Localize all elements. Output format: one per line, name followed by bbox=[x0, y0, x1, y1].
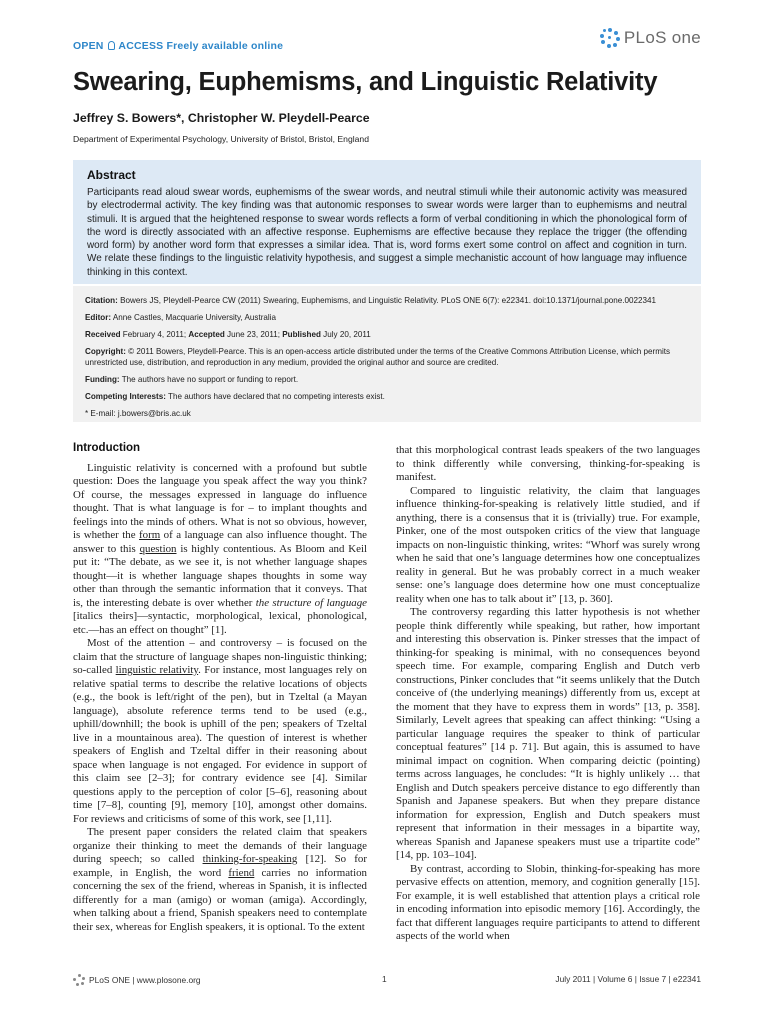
copyright-text: © 2011 Bowers, Pleydell-Pearce. This is an open-access article distributed under the terms of the Creative Commons Attribution License, which permits unrestricted use, distribution, and reproduction in any medium, provided the original author and source are credited. bbox=[85, 347, 671, 367]
body-paragraph: Linguistic relativity is concerned with a profound but subtle question: Does the language you speak affect the way you think? Of course, the messages expressed in language do influence thought. That is what language is for – to implant thoughts and feelings into the minds of others. What is not so obvious, however, is whether the form of a language can also influence thought. The answer to this question is highly contentious. As Bloom and Keil put it: “The debate, as we see it, is not whether language shapes thought—it is whether language shapes thoughts in some way other than through the semantic information that it conveys. That is, the interesting debate is over whether the structure of language [italics theirs]—syntactic, morphological, lexical, phonological, etc.—has an effect on thought” [1]. bbox=[73, 461, 368, 636]
page-number: 1 bbox=[382, 974, 387, 984]
body-paragraph: By contrast, according to Slobin, thinking-for-speaking has more pervasive effects on attention, memory, and cognition generally [15]. For example, it is well established that attention plays a critical role in encoding information into episodic memory [16]. Accordingly, the fact that different languages require participants to attend to different aspects of the world when bbox=[396, 862, 700, 942]
term-link-linguistic-relativity[interactable]: linguistic relativity bbox=[115, 664, 199, 676]
funding-label: Funding: bbox=[85, 374, 120, 384]
author-list: Jeffrey S. Bowers*, Christopher W. Pleydell-Pearce bbox=[73, 111, 370, 125]
citation-label: Citation: bbox=[85, 296, 118, 305]
underlined-term: form bbox=[139, 529, 161, 541]
body-paragraph: Most of the attention – and controversy – is focused on the claim that the structure of language shapes non-linguistic thinking; so-called linguistic relativity. For instance, most languages rely on relative spatial terms to describe the relative locations of objects (e.g., the book is left/right of the pen), but in Tzeltal (a Mayan language), absolute reference terms tend to be used (e.g., uphill/downhill; the book is uphill of the pen; speakers of Tzeltal live in a mountainous area). The question of interest is whether speakers of English and Tzeltal differ in their reasoning about space when language is not engaged. For evidence in support of this claim see [2–3]; for contrary evidence see [4]. Similar questions apply to the perception of color [5–6], reasoning about time [7–8], counting [9], memory [10], amongst other domains. For reviews and criticisms of some of this work, see [1,11]. bbox=[73, 637, 367, 825]
body-paragraph: Compared to linguistic relativity, the claim that languages influence thinking-for-speaking is relatively little studied, and if anything, there is a consensus that it is (trivially) true. For example, Pinker, one of the most outspoken critics of the view that language impacts on non-linguistic thinking, writes: “Whorf was surely wrong when he said that one’s language determines how one conceptualizes reality in general. But he was probably correct in a much weaker sense: one’s language does determine how one must conceptualize reality when one has to talk about it” [13, p. 360]. bbox=[396, 484, 700, 605]
underlined-term: friend bbox=[228, 866, 255, 879]
italic-phrase: the structure of language bbox=[255, 596, 367, 609]
published-label: Published bbox=[282, 330, 321, 340]
open-lock-icon bbox=[108, 41, 115, 50]
plos-dots-icon bbox=[600, 28, 620, 48]
competing-interests-text: The authors have declared that no competing interests exist. bbox=[165, 392, 385, 402]
paper-title: Swearing, Euphemisms, and Linguistic Relativity bbox=[73, 68, 658, 96]
journal-header bbox=[73, 28, 701, 58]
citation-line bbox=[85, 296, 689, 307]
dates-line bbox=[85, 330, 689, 341]
received-label: Received bbox=[85, 330, 121, 340]
competing-interests-line bbox=[85, 392, 689, 403]
plos-dots-icon bbox=[73, 974, 85, 986]
editor-text: Anne Castles, Macquarie University, Australia bbox=[111, 313, 277, 323]
copyright-label: Copyright: bbox=[85, 347, 126, 357]
citation-text: Bowers JS, Pleydell-Pearce CW (2011) Swearing, Euphemisms, and Linguistic Relativity. PLoS ONE 6(7): e22341. doi:10.1371/journal.pone.0022341 bbox=[117, 296, 657, 305]
journal-logo-text: PLoS one bbox=[623, 28, 701, 47]
footer-journal-text: PLoS ONE | www.plosone.org bbox=[89, 975, 201, 985]
page-footer bbox=[73, 974, 701, 988]
article-info-box bbox=[73, 286, 701, 422]
accepted-label: Accepted bbox=[188, 330, 225, 340]
abstract-text: Participants read aloud swear words, euphemisms of the swear words, and neutral stimuli while their autonomic activity was measured by electrodermal activity. The key finding was that autonomic responses to swear words were larger than to euphemisms and neutral stimuli. It is argued that the heightened response to swear words reflects a form of verbal conditioning in which the phonological form of the word is directly associated with an affective response. Euphemisms are effective because they replace the trigger (the offending word form) by another word form that expresses a similar idea. That is, word forms exert some control on affect and cognition in turn. We relate these findings to the linguistic relativity hypothesis, and suggest a simple mechanistic account of how language may influence thinking in this context. bbox=[87, 187, 687, 278]
author-affiliation: Department of Experimental Psychology, University of Bristol, Bristol, England bbox=[73, 134, 369, 144]
accepted-date: June 23, 2011; bbox=[224, 330, 283, 340]
footer-issue-info: July 2011 | Volume 6 | Issue 7 | e22341 bbox=[555, 974, 701, 984]
open-access-badge bbox=[73, 40, 283, 52]
term-link-thinking-for-speaking[interactable]: thinking-for-speaking bbox=[202, 853, 298, 865]
underlined-term: question bbox=[139, 542, 177, 555]
section-heading-introduction: Introduction bbox=[73, 442, 141, 454]
body-column-right bbox=[396, 444, 700, 944]
editor-line bbox=[85, 313, 689, 324]
body-paragraph: that this morphological contrast leads speakers of the two languages to think differently while conversing, thinking-for-speaking is manifest. bbox=[396, 444, 700, 483]
competing-interests-label: Competing Interests: bbox=[85, 392, 166, 402]
published-date: July 20, 2011 bbox=[320, 330, 371, 340]
editor-label: Editor: bbox=[85, 313, 112, 323]
footer-journal bbox=[73, 974, 201, 986]
body-column-left bbox=[73, 442, 367, 934]
email-line: * E-mail: j.bowers@bris.ac.uk bbox=[85, 409, 191, 419]
abstract-heading: Abstract bbox=[87, 168, 136, 182]
open-access-label-start: OPEN bbox=[73, 40, 104, 52]
funding-line bbox=[85, 375, 689, 386]
funding-text: The authors have no support or funding to report. bbox=[119, 374, 299, 384]
body-paragraph: The controversy regarding this latter hypothesis is not whether people think differently while speaking, but rather, how important and interesting this observation is. Pinker stresses that the impact of thinking-for speaking is minimal, with no consequences beyond speech time. For example, comparing English and Dutch verb constructions, Pinker concludes that “it seems unlikely that the Dutch conceive of (the underlying meanings) differently from us, except at the moment that they have to express them in words” [13, p. 358]. Similarly, Levelt agrees that speaking can affect thinking: “Using a particular language requires the speaker to think of particular conceptual features” [14 p. 71]. But again, this is assumed to have minimal impact on cognition. When comparing deictic (pointing) terms across languages, he concludes: “It is highly unlikely … that English and Dutch speakers perceive distance to ego differently than Spanish and Japanese speakers. But when they prepare distance information for expression, English and Dutch speakers must represent that information in their messages in a bipartite way, whereas Spanish and Japanese speakers must use a tripartite code” [14, pp. 103–104]. bbox=[396, 606, 700, 861]
received-date: February 4, 2011; bbox=[120, 330, 189, 340]
journal-logo bbox=[600, 24, 701, 52]
copyright-line bbox=[85, 347, 689, 368]
open-access-label-end: ACCESS Freely available online bbox=[118, 40, 284, 52]
abstract-box bbox=[73, 160, 701, 284]
body-paragraph: The present paper considers the related claim that speakers organize their thinking to meet the demands of their language during speech; so called thinking-for-speaking [12]. So for example, in English, the word friend carries no information concerning the sex of the friend, whereas in Spanish, it is inflected differently for a man (amigo) or woman (amiga). Accordingly, when talking about a friend, Spanish speakers need to contemplate their sex, whereas for English speakers, it is optional. To the extent bbox=[73, 826, 367, 933]
